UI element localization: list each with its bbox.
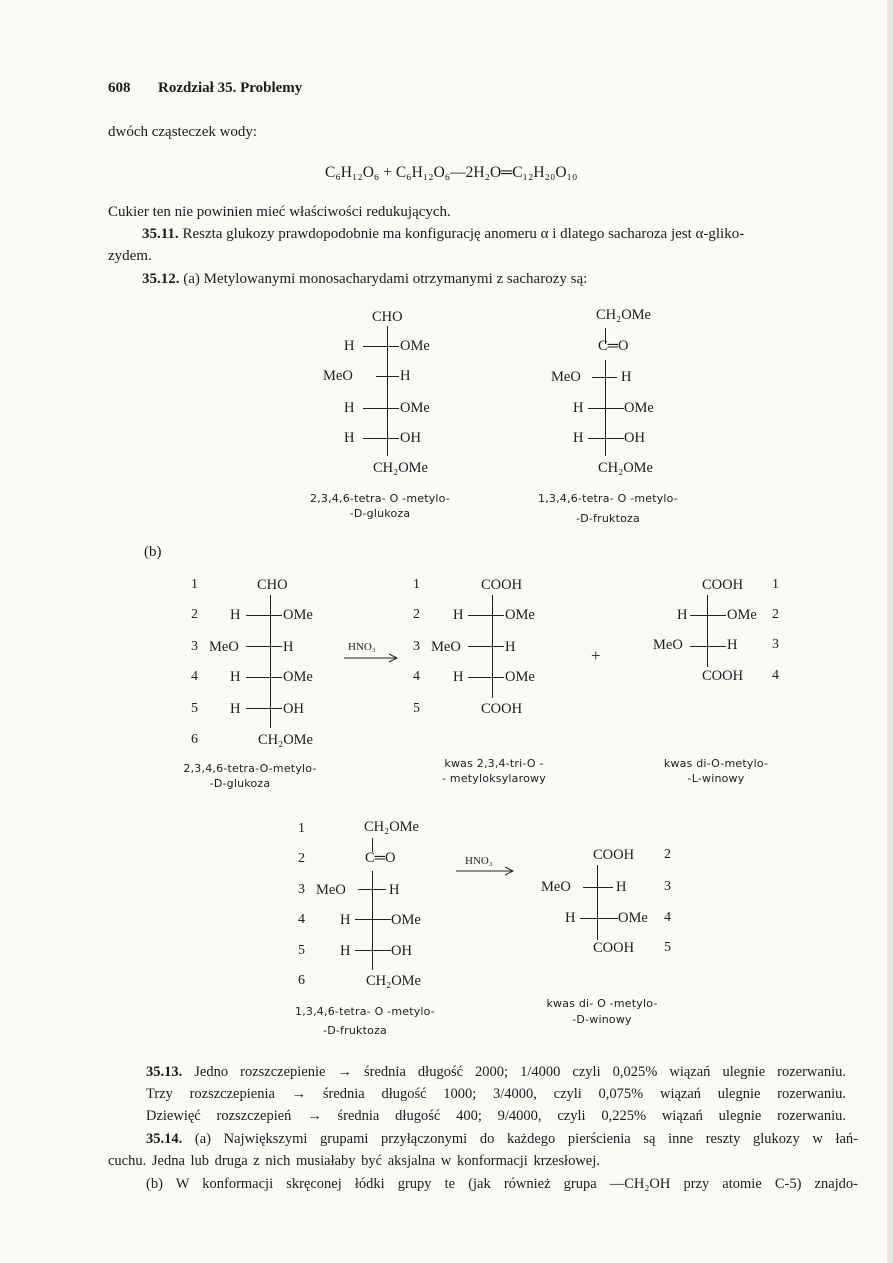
caption-glucose: 2,3,4,6-tetra- O -metylo- (310, 492, 450, 505)
group-co: C═O (598, 338, 629, 354)
caption-fructose-c-2: -D-fruktoza (323, 1024, 387, 1037)
carbon-number: 3 (298, 882, 305, 897)
group-meo: MeO (551, 369, 581, 385)
problem-35-11-number: 35.11. (142, 226, 179, 242)
group-ch2ome: CH₂OMe (258, 732, 313, 748)
group-h: H (565, 910, 576, 926)
group-h: H (283, 639, 294, 655)
arrow-icon (456, 866, 516, 876)
group-h: H (677, 607, 688, 623)
caption-xylaric: kwas 2,3,4-tri-O - (444, 757, 544, 770)
intro-text: dwóch cząsteczek wody: (108, 124, 258, 140)
caption-l-tartaric-2: -L-winowy (687, 772, 745, 785)
text-reducing: Cukier ten nie powinien mieć właściwości redukujących. (108, 204, 451, 220)
carbon-number: 2 (298, 851, 305, 866)
group-meo: MeO (209, 639, 239, 655)
group-ch2ome: CH₂OMe (596, 307, 651, 323)
group-ome: OMe (283, 669, 313, 685)
carbon-number: 3 (772, 637, 779, 652)
group-h: H (344, 400, 355, 416)
problem-35-13-text1: Jedno rozszczepienie → średnia długość 2000; 1/4000 czyli 0,025% wiązań ulegnie rozerwaniu. (194, 1064, 846, 1080)
group-h: H (621, 369, 632, 385)
group-h: H (616, 879, 627, 895)
group-h: H (505, 639, 516, 655)
group-ch2ome: CH₂OMe (364, 819, 419, 835)
group-ome: OMe (624, 400, 654, 416)
group-h: H (230, 607, 241, 623)
group-cooh: COOH (702, 668, 744, 684)
problem-35-14-number: 35.14. (146, 1131, 183, 1147)
group-h: H (453, 669, 464, 685)
group-oh: OH (391, 943, 412, 959)
arrow-icon (344, 653, 400, 663)
group-cooh: COOH (702, 577, 744, 593)
group-oh: OH (283, 701, 304, 717)
caption-glucose-b-2: -D-glukoza (209, 777, 271, 790)
carbon-number: 4 (298, 912, 305, 927)
group-ome: OMe (400, 400, 430, 416)
carbon-number: 3 (413, 639, 420, 654)
problem-35-11-line1: Reszta glukozy prawdopodobnie ma konfigurację anomeru α i dlatego sacharoza jest α-gliko- (182, 226, 745, 242)
group-ch2ome: CH₂OMe (366, 973, 421, 989)
reagent-label: HNO₃ (348, 641, 376, 653)
group-ome: OMe (505, 607, 535, 623)
carbon-number: 1 (298, 821, 305, 836)
caption-l-tartaric: kwas di-O-metylo- (663, 757, 769, 770)
problem-35-11-line2: zydem. (108, 248, 152, 264)
group-h: H (727, 637, 738, 653)
problem-35-13-number: 35.13. (146, 1064, 183, 1080)
problem-35-14-line2: cuchu. Jedna lub druga z nich musiałaby być aksjalna w konformacji krzesłowej. (108, 1153, 600, 1169)
group-ome: OMe (618, 910, 648, 926)
group-meo: MeO (653, 637, 683, 653)
problem-35-13-line2: Trzy rozszczepienia → średnia długość 1000; 3/4000, czyli 0,075% wiązań ulegnie rozerwaniu. (146, 1086, 846, 1102)
carbon-number: 6 (298, 973, 305, 988)
part-b-label: (b) (144, 544, 162, 560)
group-oh: OH (624, 430, 645, 446)
group-cooh: COOH (481, 577, 523, 593)
caption-fructose-2: -D-fruktoza (576, 512, 640, 525)
caption-xylaric-2: - metyloksylarowy (442, 772, 546, 785)
carbon-number: 5 (298, 943, 305, 958)
group-h: H (389, 882, 400, 898)
carbon-number: 1 (413, 577, 420, 592)
group-h: H (573, 430, 584, 446)
carbon-number: 2 (413, 607, 420, 622)
group-ome: OMe (391, 912, 421, 928)
group-h: H (340, 943, 351, 959)
group-ome: OMe (505, 669, 535, 685)
carbon-number: 5 (413, 701, 420, 716)
group-meo: MeO (431, 639, 461, 655)
carbon-number: 4 (191, 669, 198, 684)
group-h: H (340, 912, 351, 928)
caption-glucose-2: -D-glukoza (349, 507, 411, 520)
group-h: H (453, 607, 464, 623)
group-h: H (230, 701, 241, 717)
group-h: H (230, 669, 241, 685)
problem-35-11 (142, 226, 744, 243)
carbon-number: 1 (772, 577, 779, 592)
caption-glucose-b: 2,3,4,6-tetra-O-metylo- (183, 762, 317, 775)
equation: C₆H₁₂O₆ + C₆H₁₂O₆—2H₂O═C₁₂H₂₀O₁₀ (325, 164, 578, 181)
page-edge-shadow (887, 0, 893, 1263)
group-cooh: COOH (593, 940, 635, 956)
group-cho: CHO (372, 309, 403, 325)
group-oh: OH (400, 430, 421, 446)
caption-fructose: 1,3,4,6-tetra- O -metylo- (538, 492, 678, 505)
carbon-number: 2 (191, 607, 198, 622)
problem-35-12-text: (a) Metylowanymi monosacharydami otrzymanymi z sacharozy są: (183, 271, 588, 287)
problem-35-14-line3: (b) W konformacji skręconej łódki grupy te (jak również grupa —CH₂OH przy atomie C-5) znajdo- (146, 1176, 858, 1192)
carbon-number: 5 (664, 940, 671, 955)
caption-d-tartaric: kwas di- O -metylo- (546, 997, 658, 1010)
group-h: H (344, 430, 355, 446)
group-cho: CHO (257, 577, 288, 593)
group-meo: MeO (541, 879, 571, 895)
plus-sign: + (591, 646, 601, 665)
carbon-number: 4 (413, 669, 420, 684)
carbon-number: 2 (772, 607, 779, 622)
chapter-title: Rozdział 35. Problemy (158, 80, 303, 96)
group-cooh: COOH (481, 701, 523, 717)
group-cooh: COOH (593, 847, 635, 863)
problem-35-12 (142, 271, 587, 288)
group-h: H (344, 338, 355, 354)
carbon-number: 4 (772, 668, 779, 683)
problem-35-14-line1 (146, 1131, 858, 1148)
group-ome: OMe (283, 607, 313, 623)
carbon-number: 5 (191, 701, 198, 716)
carbon-number: 3 (664, 879, 671, 894)
caption-d-tartaric-2: -D-winowy (572, 1013, 632, 1026)
group-co: C═O (365, 850, 396, 866)
caption-fructose-c: 1,3,4,6-tetra- O -metylo- (295, 1005, 435, 1018)
group-ch2ome: CH₂OMe (373, 460, 428, 476)
carbon-number: 2 (664, 847, 671, 862)
page-number: 608 (108, 80, 131, 96)
carbon-number: 3 (191, 639, 198, 654)
group-h: H (573, 400, 584, 416)
problem-35-13-line3: Dziewięć rozszczepień → średnia długość 400; 9/4000, czyli 0,225% wiązań ulegnie rozerwaniu. (146, 1108, 846, 1124)
group-ome: OMe (727, 607, 757, 623)
group-meo: MeO (316, 882, 346, 898)
group-meo: MeO (323, 368, 353, 384)
problem-35-13-line1 (146, 1064, 846, 1081)
reagent-label: HNO₃ (465, 855, 493, 867)
group-h: H (400, 368, 411, 384)
group-ome: OMe (400, 338, 430, 354)
group-ch2ome: CH₂OMe (598, 460, 653, 476)
problem-35-12-number: 35.12. (142, 271, 180, 287)
carbon-number: 1 (191, 577, 198, 592)
carbon-number: 6 (191, 732, 198, 747)
carbon-number: 4 (664, 910, 671, 925)
problem-35-14-text1: (a) Największymi grupami przyłączonymi do każdego pierścienia są inne reszty glukozy w łań- (194, 1131, 858, 1147)
